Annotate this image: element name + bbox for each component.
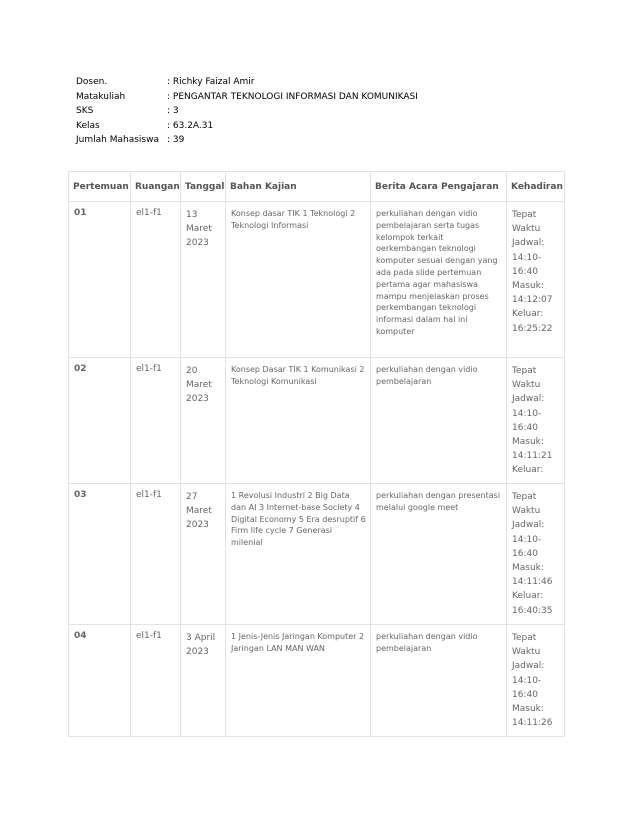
meta-value: : 3 xyxy=(167,106,179,117)
topic: Konsep dasar TIK 1 Teknologi 2 Teknologi Informasi xyxy=(226,202,371,358)
meeting-number: 01 xyxy=(69,202,131,358)
table-row xyxy=(69,358,565,484)
date: 13 Maret 2023 xyxy=(181,202,226,358)
meta-label: Kelas xyxy=(76,120,100,131)
room: el1-f1 xyxy=(131,484,181,625)
meeting-number: 04 xyxy=(69,625,131,737)
header-date: Tanggal xyxy=(181,172,226,202)
attendance-table xyxy=(68,171,565,737)
header-room: Ruangan xyxy=(131,172,181,202)
room: el1-f1 xyxy=(131,358,181,484)
header-attendance: Kehadiran xyxy=(507,172,565,202)
header-topic: Bahan Kajian xyxy=(226,172,371,202)
topic: 1 Jenis-Jenis Jaringan Komputer 2 Jaringan LAN MAN WAN xyxy=(226,625,371,737)
table-header-row xyxy=(69,172,565,202)
attendance: Tepat Waktu Jadwal: 14:10- 16:40 Masuk: 14:11:46 Keluar: 16:40:35 xyxy=(507,484,565,625)
teaching-report: perkuliahan dengan vidio pembelajaran serta tugas kelompok terkait oerkembangan teknologi komputer sesuai dengan yang ada pada slide pertemuan pertama agar mahasiswa mampu menjelaskan proses perkembangan teknologi informasi dalam hal ini komputer xyxy=(371,202,507,358)
room: el1-f1 xyxy=(131,202,181,358)
topic: Konsep Dasar TIK 1 Komunikasi 2 Teknologi Komunikasi xyxy=(226,358,371,484)
header-meeting: Pertemuan xyxy=(69,172,131,202)
meta-value: : 39 xyxy=(167,135,185,146)
meta-row-course xyxy=(76,90,418,105)
attendance: Tepat Waktu Jadwal: 14:10- 16:40 Masuk: 14:11:26 xyxy=(507,625,565,737)
date: 3 April 2023 xyxy=(181,625,226,737)
meta-value: : Richky Faizal Amir xyxy=(167,77,255,87)
meta-row-credits xyxy=(76,104,418,119)
topic: 1 Revolusi Industri 2 Big Data dan AI 3 Internet-base Society 4 Digital Economy 5 Era desruptif 6 Firm life cycle 7 Generasi milenial xyxy=(226,484,371,625)
teaching-report: perkuliahan dengan vidio pembelajaran xyxy=(371,625,507,737)
meta-row-class xyxy=(76,119,418,134)
meta-value: : PENGANTAR TEKNOLOGI INFORMASI DAN KOMUNIKASI xyxy=(167,91,418,102)
meta-value: : 63.2A.31 xyxy=(167,120,214,131)
meta-label: SKS xyxy=(76,106,94,117)
meeting-number: 02 xyxy=(69,358,131,484)
table-row xyxy=(69,625,565,737)
table-row xyxy=(69,484,565,625)
table-row xyxy=(69,202,565,358)
meta-label: Dosen. xyxy=(76,77,108,87)
date: 20 Maret 2023 xyxy=(181,358,226,484)
meta-row-student-count xyxy=(76,133,418,148)
header-teaching-report: Berita Acara Pengajaran xyxy=(371,172,507,202)
meta-label: Jumlah Mahasiswa xyxy=(76,135,159,146)
room: el1-f1 xyxy=(131,625,181,737)
attendance: Tepat Waktu Jadwal: 14:10- 16:40 Masuk: 14:11:21 Keluar: xyxy=(507,358,565,484)
meta-row-lecturer xyxy=(76,75,418,90)
teaching-report: perkuliahan dengan vidio pembelajaran xyxy=(371,358,507,484)
date: 27 Maret 2023 xyxy=(181,484,226,625)
meeting-number: 03 xyxy=(69,484,131,625)
course-info xyxy=(76,75,418,148)
attendance: Tepat Waktu Jadwal: 14:10- 16:40 Masuk: 14:12:07 Keluar: 16:25:22 xyxy=(507,202,565,358)
teaching-report: perkuliahan dengan presentasi melalui google meet xyxy=(371,484,507,625)
meta-label: Matakuliah xyxy=(76,91,126,102)
